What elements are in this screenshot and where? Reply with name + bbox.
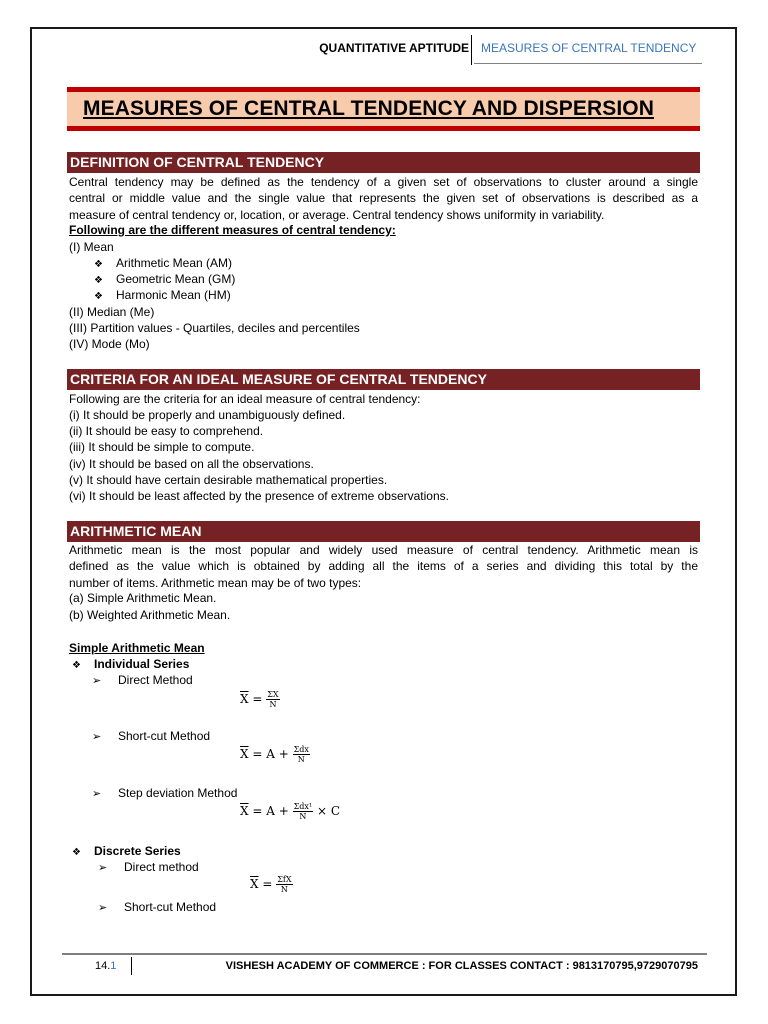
formula-direct: $\overline{X}$ = $\frac{\Sigma X}{N}$ <box>240 690 279 709</box>
criteria-item: (iii) It should be simple to compute. <box>69 440 255 454</box>
page-title: MEASURES OF CENTRAL TENDENCY AND DISPERSION <box>83 97 654 120</box>
definition-line: measure of central tendency or, location, or average. Central tendency shows uniformity in variability. <box>69 207 605 222</box>
definition-line: central or middle value and the single value that represents the given set of observations is described as a <box>69 191 698 206</box>
measure-item-mode: (IV) Mode (Mo) <box>69 337 150 351</box>
direct-method: ➢ Direct Method <box>92 672 193 689</box>
section-heading-criteria: CRITERIA FOR AN IDEAL MEASURE OF CENTRAL TENDENCY <box>67 369 700 390</box>
criteria-item: (ii) It should be easy to comprehend. <box>69 424 264 438</box>
measure-item-partition: (III) Partition values - Quartiles, deciles and percentiles <box>69 321 360 335</box>
diamond-bullet-icon: ❖ <box>94 259 103 270</box>
definition-line: Central tendency may be defined as the tendency of a given set of observations to cluster around a single <box>69 175 698 189</box>
arrow-bullet-icon: ➢ <box>98 902 108 914</box>
definition-paragraph <box>69 174 698 223</box>
individual-series: ❖ Individual Series <box>72 656 189 674</box>
am-type-weighted: (b) Weighted Arithmetic Mean. <box>69 608 231 622</box>
sub-item-hm: ❖ Harmonic Mean (HM) <box>94 287 231 305</box>
am-type-simple: (a) Simple Arithmetic Mean. <box>69 591 217 605</box>
step-deviation-method: ➢ Step deviation Method <box>92 785 237 802</box>
section-heading-arithmetic: ARITHMETIC MEAN <box>67 521 700 542</box>
criteria-intro: Following are the criteria for an ideal measure of central tendency: <box>69 392 421 406</box>
arithmetic-line: number of items. Arithmetic mean may be of two types: <box>69 575 362 590</box>
diamond-bullet-icon: ❖ <box>94 291 103 302</box>
shortcut-method: ➢ Short-cut Method <box>92 728 210 745</box>
header-subject: QUANTITATIVE APTITUDE <box>319 41 469 55</box>
sub-item-gm: ❖ Geometric Mean (GM) <box>94 271 235 289</box>
title-banner <box>67 87 700 131</box>
header-rule <box>474 63 702 64</box>
criteria-item: (iv) It should be based on all the observations. <box>69 457 314 471</box>
simple-am-heading: Simple Arithmetic Mean <box>69 641 205 655</box>
criteria-item: (v) It should have certain desirable mathematical properties. <box>69 473 388 487</box>
arrow-bullet-icon: ➢ <box>92 788 102 800</box>
footer-contact: VISHESH ACADEMY OF COMMERCE : FOR CLASSES CONTACT : 9813170795,9729070795 <box>225 960 698 972</box>
diamond-bullet-icon: ❖ <box>72 660 81 671</box>
arithmetic-paragraph <box>69 542 698 591</box>
arrow-bullet-icon: ➢ <box>92 731 102 743</box>
footer-divider <box>131 957 132 975</box>
criteria-item: (i) It should be properly and unambiguously defined. <box>69 408 346 422</box>
page-number: 14.1 <box>95 960 117 972</box>
measure-item-mean: (I) Mean <box>69 240 114 254</box>
measures-list-heading: Following are the different measures of central tendency: <box>69 223 396 237</box>
footer-rule <box>62 953 707 955</box>
diamond-bullet-icon: ❖ <box>72 847 81 858</box>
arithmetic-line: Arithmetic mean is the most popular and widely used measure of central tendency. Arithmetic mean is <box>69 543 698 557</box>
page-header <box>62 35 702 61</box>
discrete-direct-method: ➢ Direct method <box>98 859 199 876</box>
arithmetic-line: defined as the value which is obtained by adding all the items of a series and dividing this total by the <box>69 559 698 574</box>
arrow-bullet-icon: ➢ <box>98 862 108 874</box>
discrete-shortcut-method: ➢ Short-cut Method <box>98 899 216 916</box>
header-divider <box>471 35 472 65</box>
formula-discrete-direct: $\overline{X}$ = $\frac{\text{ΣfX}}{N}$ <box>250 875 292 894</box>
section-heading-definition: DEFINITION OF CENTRAL TENDENCY <box>67 152 700 173</box>
arrow-bullet-icon: ➢ <box>92 675 102 687</box>
header-chapter: MEASURES OF CENTRAL TENDENCY <box>481 41 697 55</box>
formula-step-deviation: $\overline{X} = A$ + $\frac{\text{Σdx¹}}{N}$ × C <box>240 802 341 821</box>
measure-item-median: (II) Median (Me) <box>69 305 155 319</box>
formula-shortcut: $\overline{X} = A$ + $\frac{\text{Σdx}}{N}$ <box>240 745 309 764</box>
criteria-item: (vi) It should be least affected by the presence of extreme observations. <box>69 489 449 503</box>
diamond-bullet-icon: ❖ <box>94 275 103 286</box>
discrete-series: ❖ Discrete Series <box>72 843 181 861</box>
sub-item-am: ❖ Arithmetic Mean (AM) <box>94 255 232 273</box>
